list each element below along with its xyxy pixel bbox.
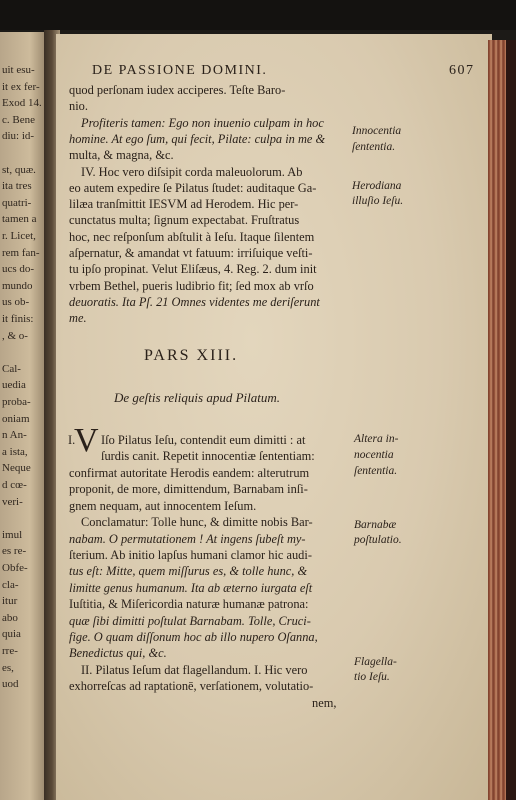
margin-note-flagella-1: Flagella- — [354, 656, 397, 668]
left-page-fragment: proba- — [2, 396, 31, 408]
left-page-strip — [0, 32, 50, 800]
text-line: Iſo Pilatus Ieſu, contendit eum dimitti : at — [101, 433, 306, 447]
left-page-fragment: oniam — [2, 412, 30, 425]
text-line: quæ ſibi dimitti poſtulat Barnabam. Tolle, Cruci- — [69, 613, 311, 628]
left-page-fragment: uod — [2, 678, 19, 691]
margin-note-barnabae-1: Barnabæ — [354, 519, 397, 531]
paragraph-number: I. — [68, 433, 76, 447]
left-page-fragment: n An- — [2, 429, 27, 442]
margin-note-altera-1: Altera in- — [354, 433, 399, 445]
left-page-fragment: rem fan- — [2, 246, 40, 259]
text-line: deuoratis. Ita Pſ. 21 Omnes videntes me deriſerunt — [69, 294, 320, 309]
left-page-fragment: rre- — [2, 645, 18, 657]
text-line: Benedictus qui, &c. — [69, 646, 167, 661]
left-page-fragment: quatri- — [2, 196, 32, 209]
left-page-fragment: es, — [2, 661, 14, 674]
margin-note-herodiana-1: Herodiana — [352, 180, 402, 192]
left-page-fragment: uit esu- — [2, 64, 35, 76]
scan-background-top — [0, 0, 516, 30]
margin-note-innocentia-1: Innocentia — [352, 125, 402, 137]
text-line: tus eſt: Mitte, quem miſſurus es, & tolle hunc, & — [69, 564, 308, 579]
text-line: aſpernatur, & amandat vt fatuum: irriſuique veſti- — [69, 246, 313, 260]
text-line: gnem nequam, aut innocentem Ieſum. — [69, 498, 257, 513]
left-page-fragment: ita tres — [2, 180, 32, 193]
margin-note-flagella-2: tio Ieſu. — [354, 671, 390, 683]
text-line: nem, — [312, 695, 337, 710]
text-line: ſurdis canit. Repetit innocentiæ ſententiam: — [101, 449, 315, 463]
left-page-fragment: tamen a — [2, 213, 37, 226]
margin-note-herodiana-2: illuſio Ieſu. — [352, 195, 404, 207]
left-page-fragment: mundo — [2, 279, 33, 292]
book-cover-edge — [506, 40, 516, 800]
drop-cap: V — [74, 422, 99, 459]
text-line: Iuſtitia, & Miſericordia naturæ humanæ patrona: — [69, 597, 309, 612]
text-line: vrbem Bethel, pueris ludibrio fit; ſed mox ab vrſo — [69, 278, 314, 293]
left-page-fragment: c. Bene — [2, 113, 35, 126]
left-page-fragment: uedia — [2, 379, 26, 392]
text-line: tu ipſo propinat. Velut Eliſæus, 4. Reg. 2. dum init — [69, 262, 317, 277]
text-line: confirmat autoritate Herodis eandem: alterutrum — [69, 466, 310, 480]
text-line: ſterium. Ab initio lapſus humani clamor hic audi- — [69, 548, 312, 562]
text-line: exhorreſcas ad raptationē, verſationem, volutatio- — [69, 679, 314, 694]
text-line: quod perſonam iudex acciperes. Teſte Baro- — [69, 83, 286, 97]
left-page-fragment: Neque — [2, 462, 31, 475]
left-page-fragment: it finis: — [2, 313, 34, 325]
left-page-fragment: a ista, — [2, 445, 28, 458]
left-page-fragment: d cœ- — [2, 479, 27, 491]
left-page-fragment: es re- — [2, 545, 27, 558]
text-line: II. Pilatus Ieſum dat flagellandum. I. Hic vero — [81, 662, 308, 677]
left-page-fragment: ucs do- — [2, 263, 35, 276]
left-page-fragment: it ex fer- — [2, 80, 40, 93]
left-page-fragment: diu: id- — [2, 130, 35, 143]
text-line: nabam. O permutationem ! At ingens ſubeſt my- — [69, 531, 306, 546]
text-line: Profiteris tamen: Ego non inuenio culpam in hoc — [81, 115, 324, 130]
left-page-fragment: itur — [2, 595, 18, 608]
text-line: fige. O quam diſſonum hoc ab illo nupero Oſanna, — [69, 630, 318, 644]
text-line: lilæa tranſmittit IESVM ad Herodem. Hic per- — [69, 197, 299, 212]
left-page-fragment: r. Licet, — [2, 230, 36, 242]
left-page-fragment: Exod 14. — [2, 97, 42, 110]
left-page-fragment: abo — [2, 611, 18, 624]
left-page-fragment: Obfe- — [2, 562, 28, 574]
running-head: DE PASSIONE DOMINI. — [92, 63, 268, 78]
margin-note-altera-3: ſententia. — [354, 465, 398, 477]
text-line: limitte genus humanum. Ita ab æterno iurgata eſt — [69, 580, 313, 595]
margin-note-altera-2: nocentia — [354, 449, 394, 461]
text-line: IV. Hoc vero diſsipit corda maleuolorum. Ab — [81, 164, 303, 179]
section-subtitle: De geſtis reliquis apud Pilatum. — [114, 390, 280, 405]
text-line: eo autem expedire ſe Pilatus ſtudet: auditaque Ga- — [69, 180, 317, 195]
section-heading: PARS XIII. — [144, 347, 239, 364]
left-page-fragment: , & o- — [2, 329, 28, 342]
left-page-fragment: Cal- — [2, 362, 21, 375]
text-line: proponit, de more, dimittendum, Barnabam inſi- — [69, 482, 308, 497]
text-line: Conclamatur: Tolle hunc, & dimitte nobis Bar- — [81, 515, 313, 530]
text-line: homine. At ego ſum, qui fecit, Pilate: culpa in me & — [69, 131, 326, 146]
margin-note-innocentia-2: ſententia. — [352, 141, 396, 153]
text-line: cunctatus multa; ſignum expectabat. Fruſtratus — [69, 213, 300, 228]
text-line: nio. — [69, 99, 88, 114]
left-page-fragment: cla- — [2, 578, 19, 591]
left-page-fragment: imul — [2, 528, 23, 541]
text-line: multa, & magna, &c. — [69, 148, 174, 163]
text-line: hoc, nec reſponſum abſtulit à Ieſu. Itaque ſilentem — [69, 229, 315, 244]
left-page-fragment: us ob- — [2, 296, 30, 309]
left-page-fragment: quia — [2, 628, 21, 641]
margin-note-barnabae-2: poſtulatio. — [354, 534, 402, 546]
left-page-fragment: st, quæ. — [2, 163, 36, 176]
left-page-fragment: veri- — [2, 495, 23, 508]
text-line: me. — [69, 311, 87, 326]
page-number: 607 — [449, 63, 475, 78]
